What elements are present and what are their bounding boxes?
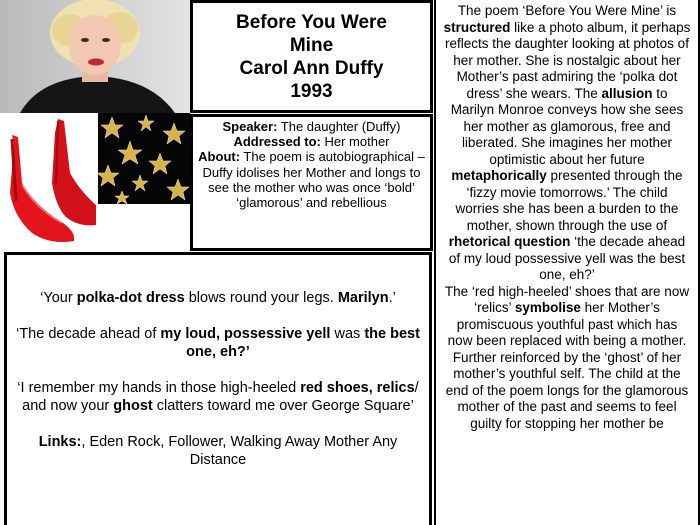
quote-1: ‘Your polka-dot dress blows round your legs. Marilyn.’: [40, 290, 396, 306]
addressed-label: Addressed to:: [233, 134, 321, 150]
quote-3: ‘I remember my hands in those high-heeled red shoes, relics/ and now your ghost clatters toward me over George Square’: [17, 380, 419, 414]
quote-2: ‘The decade ahead of my loud, possessive yell was the best one, eh?’: [16, 326, 420, 360]
addressed-line: [197, 134, 426, 149]
about-line: [197, 149, 426, 210]
publication-year: 1993: [290, 80, 333, 102]
quotes-box: [4, 252, 432, 525]
marilyn-photo: [0, 0, 190, 113]
speaker-line: [197, 119, 426, 134]
analysis-paragraph-2: The ‘red high-heeled’ shoes that are now ‘relics’ symbolise her Mother’s promiscuous youthful past which has now been replaced with being a mother. Further reinforced by the ‘ghost’ of her mother’s youthful self. The child at the end of the poem longs for the glamorous mother of the past and seems to feel guilty for stopping her mother be: [444, 283, 690, 431]
links-value: , Eden Rock, Follower, Walking Away Mother Any Distance: [81, 434, 398, 468]
author-name: Carol Ann Duffy: [239, 57, 384, 79]
about-label: About:: [198, 149, 241, 165]
analysis-column: [434, 0, 700, 525]
title-line-2: Mine: [289, 34, 334, 56]
links-label: Links:: [38, 434, 82, 450]
analysis-paragraph-1: The poem ‘Before You Were Mine’ is structured like a photo album, it perhaps reflects the daughter looking at photos of her mother. She is nostalgic about her Mother’s past admiring the ‘polka dot dress’ she wears. The allusion to Marilyn Monroe conveys how she sees her mother as glamorous, free and liberated. She imagines her mother optimistic about her future metaphorically presented through the ‘fizzy movie tomorrows.’ The child worries she has been a burden to the mother, shown through the use of rhetorical question ‘the decade ahead of my loud possessive yell was the best one, eh?’: [443, 3, 691, 282]
speaker-label: Speaker:: [222, 119, 278, 134]
blank-panel: [98, 204, 190, 249]
speaker-value: The daughter (Duffy): [277, 119, 401, 134]
title-box: [190, 0, 433, 113]
about-value: The poem is autobiographical – Duffy idolises her Mother and longs to see the mother who was once ‘bold’ ‘glamorous’ and rebellious: [202, 149, 425, 211]
title-line-1: Before You Were: [236, 11, 387, 33]
links-line: [13, 433, 423, 469]
gold-stars-image: [98, 113, 190, 204]
info-box: [190, 114, 433, 251]
red-shoes-image: [0, 113, 98, 249]
addressed-value: Her mother: [320, 134, 390, 150]
